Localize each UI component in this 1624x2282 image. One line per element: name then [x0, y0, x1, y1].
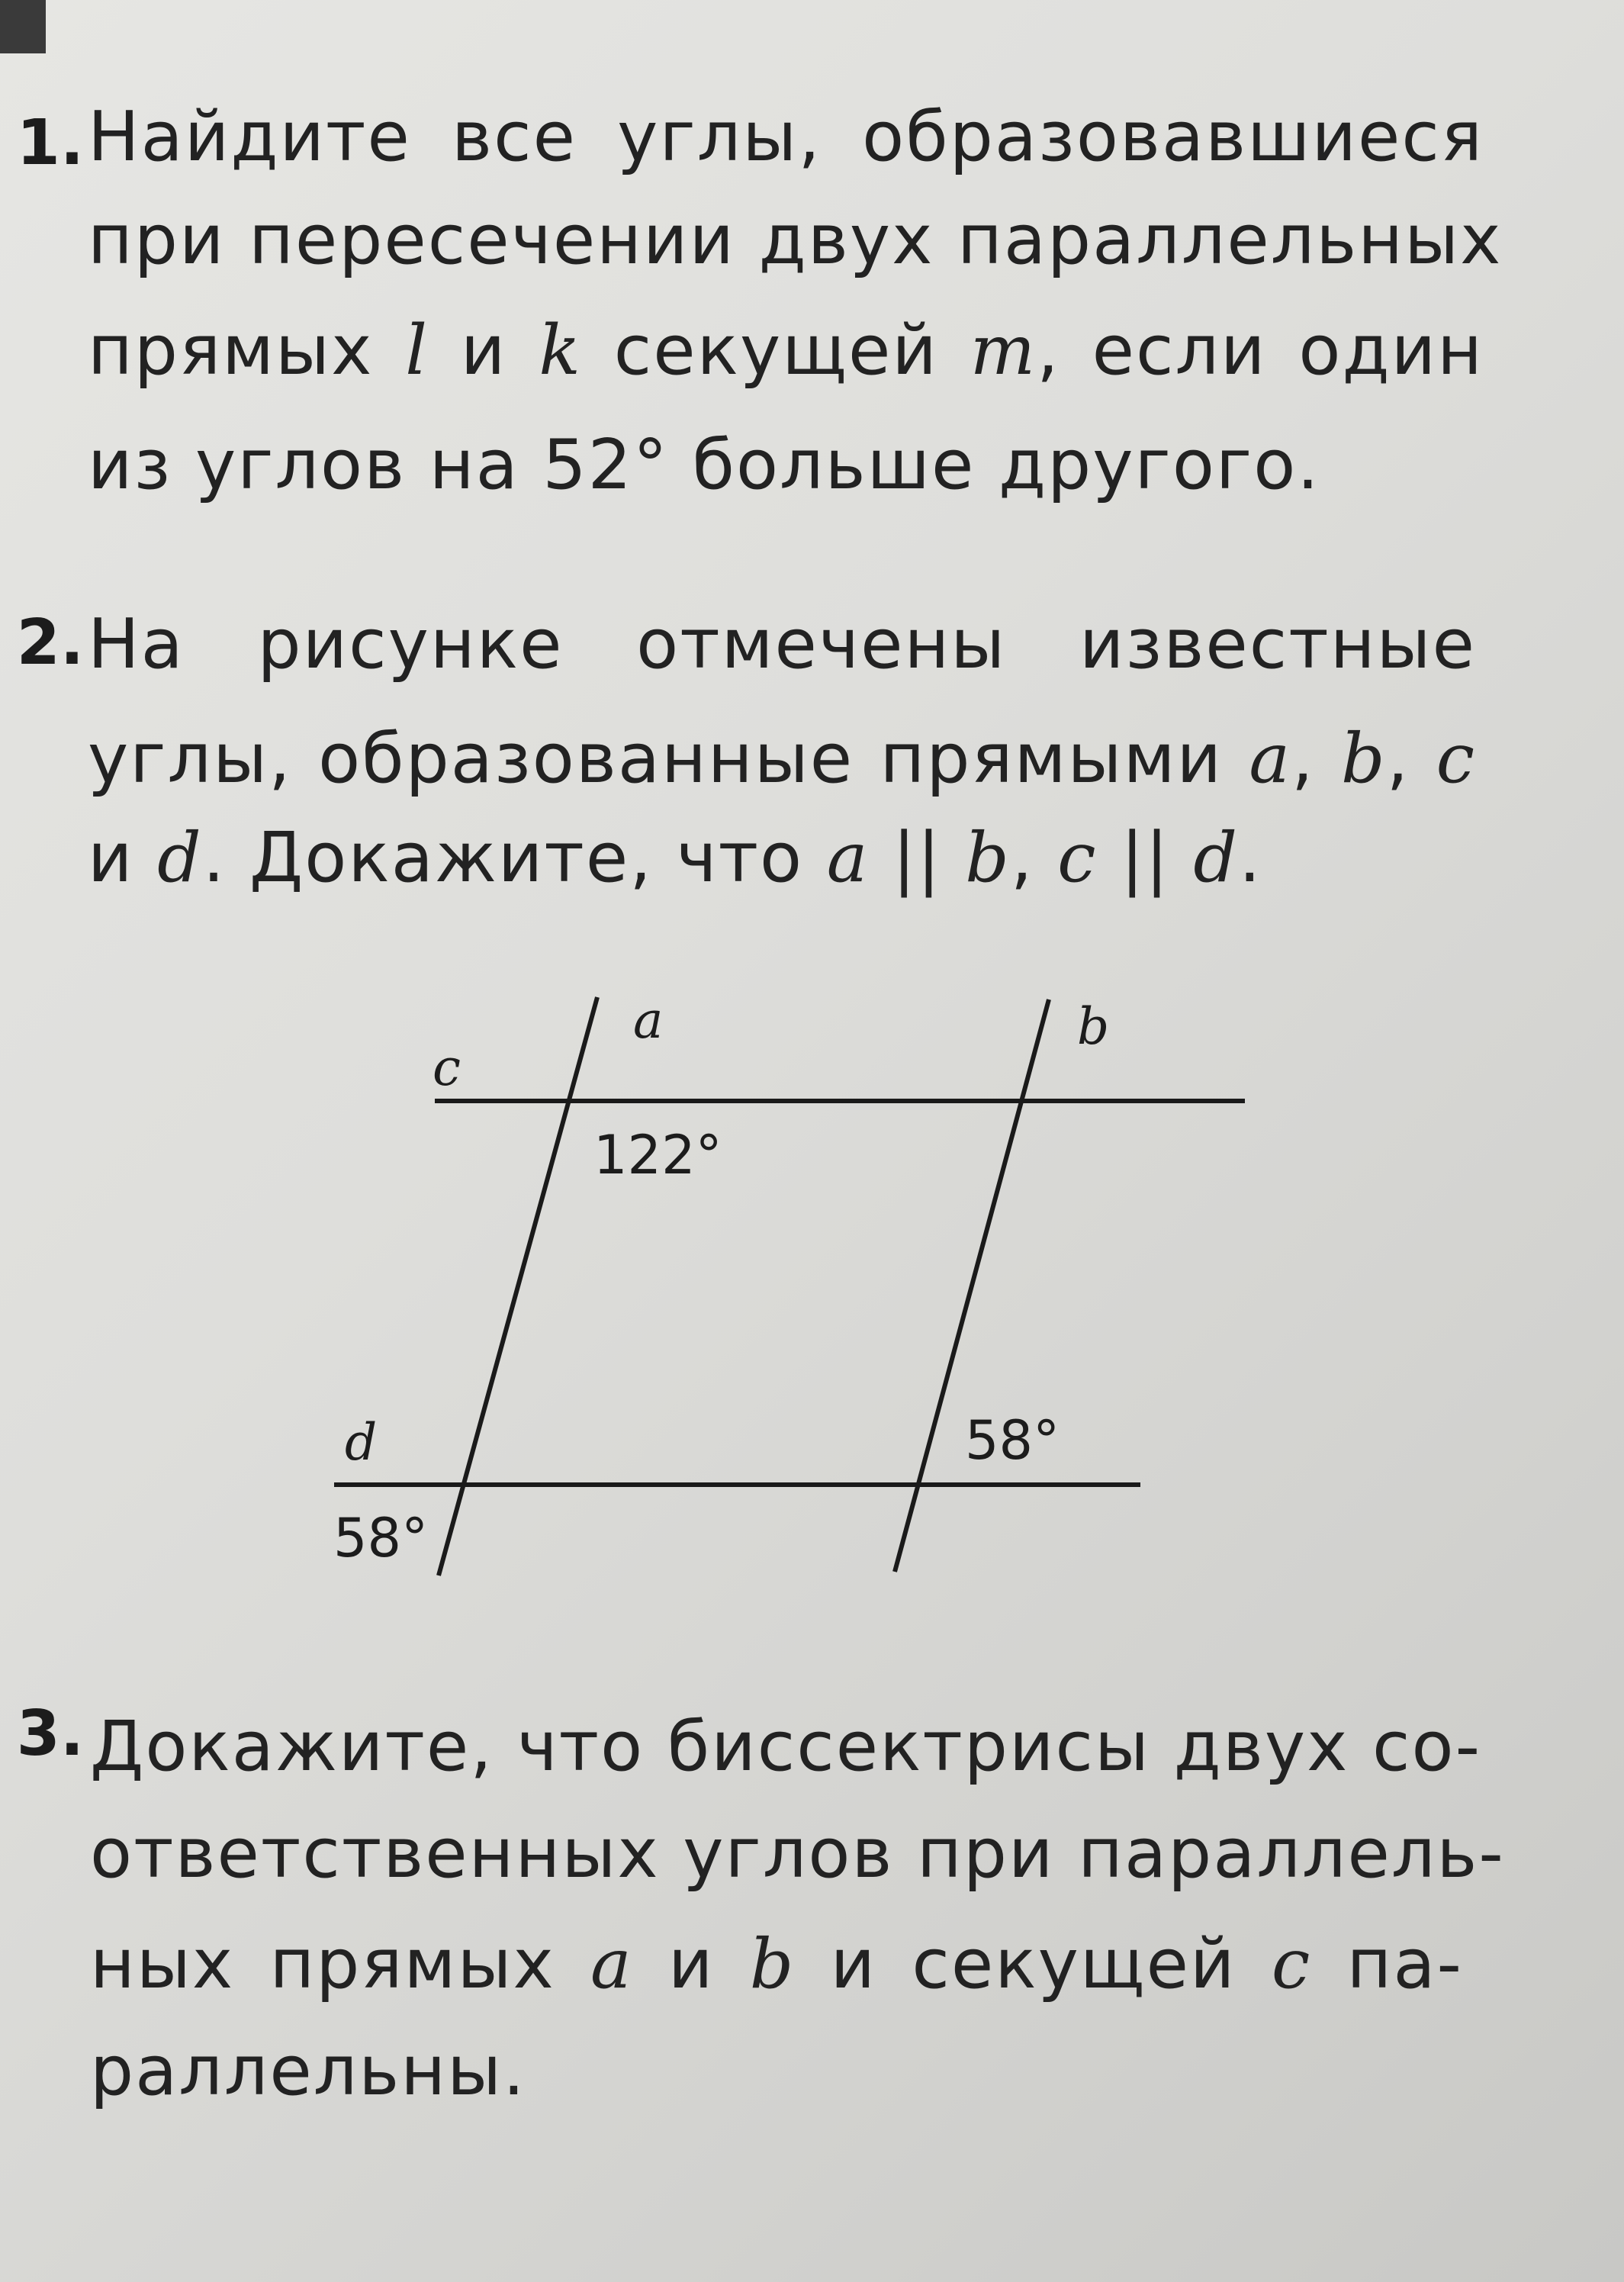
- problem-3-number: 3.: [16, 1698, 84, 1770]
- angle-58-right: 58°: [965, 1409, 1060, 1472]
- variable-l: l: [405, 311, 429, 391]
- problem-2-line-1: На рисунке отмечены известные: [88, 604, 1476, 684]
- variable-m: m: [970, 311, 1037, 391]
- variable-b: b: [1341, 719, 1387, 799]
- variable-a: a: [590, 1924, 633, 2004]
- problem-1-line-1: Найдите все углы, образовавшиеся: [88, 97, 1484, 177]
- angle-122: 122°: [593, 1124, 722, 1186]
- variable-c: c: [1271, 1924, 1312, 2004]
- problem-3-line-1: Докажите, что биссектрисы двух со-: [90, 1707, 1482, 1787]
- variable-a: a: [826, 818, 870, 898]
- variable-b: b: [749, 1924, 796, 2004]
- variable-d: d: [1193, 818, 1239, 898]
- label-c: c: [433, 1038, 461, 1097]
- problem-1-line-3: прямых l и k секущей m, если один: [88, 311, 1484, 391]
- label-d: d: [345, 1413, 378, 1472]
- line-a: [439, 997, 597, 1576]
- problem-1-line-4: из углов на 52° больше другого.: [88, 425, 1320, 505]
- variable-a: a: [1249, 719, 1292, 799]
- problem-2-number: 2.: [16, 607, 84, 679]
- problem-1-number: 1.: [16, 107, 84, 179]
- label-a: a: [633, 991, 664, 1050]
- problem-3-line-3: ных прямых a и b и секущей c па-: [90, 1924, 1463, 2004]
- problem-3-line-2: ответственных углов при параллель-: [90, 1814, 1505, 1894]
- variable-d: d: [157, 818, 203, 898]
- problem-3-line-4: раллельны.: [90, 2031, 526, 2111]
- variable-c: c: [1057, 818, 1098, 898]
- problem-2-line-3: и d. Докажите, что a || b, c || d.: [88, 818, 1262, 898]
- label-b: b: [1077, 997, 1110, 1056]
- variable-c: c: [1436, 719, 1476, 799]
- problem-2-line-2: углы, образованные прямыми a, b, c: [88, 719, 1476, 799]
- problem-1-line-2: при пересечении двух параллельных: [88, 200, 1503, 280]
- variable-k: k: [539, 311, 582, 391]
- variable-b: b: [965, 818, 1011, 898]
- angle-58-left: 58°: [333, 1507, 429, 1569]
